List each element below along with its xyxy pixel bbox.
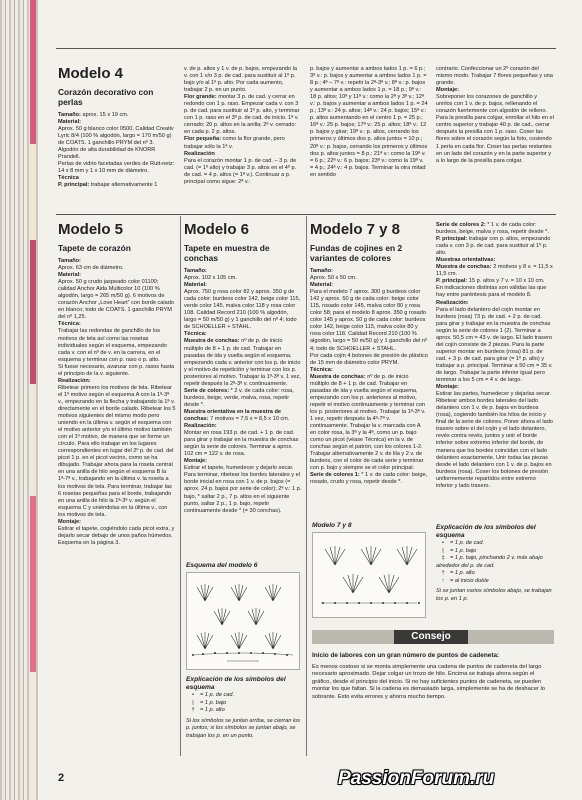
- paragraph-text: trabajar alternativamente 1: [89, 182, 158, 189]
- paragraph-text: Montar en rosa 193 p. de cad. + 1 p. de cad. para girar y trabajar en la muestra de conchas según la serie de colores. Terminar a aprox. 102 cm = 122 v. de rosa.: [184, 430, 299, 458]
- paragraph: [184, 289, 302, 331]
- modelo6-body: [184, 268, 302, 515]
- paragraph: [58, 161, 176, 175]
- paragraph-text: trabajar con p. altos, empezando cada v. con 3 p. de cad. para sustituir al 1º p. alto.: [436, 236, 551, 257]
- modelo78-body: [310, 268, 428, 486]
- paragraph: [436, 391, 554, 490]
- paragraph: [58, 540, 176, 547]
- paragraph: [310, 282, 428, 289]
- cushion-stitch-diagram: [313, 533, 425, 617]
- paragraph-label: Técnica:: [310, 366, 333, 373]
- modelo6-legend-note: Si los símbolos se juntan arriba, se cierran los p. juntos; si los símbolos se juntan abajo, se trabajan los p. en un punto.: [186, 717, 301, 739]
- legend-item: [436, 570, 554, 578]
- paragraph-text: Estirar el tapete, humedecer y dejarlo secar. Para terminar, ribetear los bordes laterales y el borde inicial en rosa con 1 v. de p. bajos (= aprox. 24 p. bajos por serie de color); 2ª v.: 1 p. bajo, * saltar 2 p., 7 p. altos en el siguiente punto, saltar 2 p., 1 p. bajo, repetir continuamente desde * (= 30 conchas).: [184, 465, 302, 514]
- paragraph: [436, 94, 554, 164]
- paragraph-text: aprox. 15 x 19 cm.: [80, 112, 129, 118]
- paragraph-label: Montaje:: [436, 384, 459, 391]
- paragraph-text: Para el lado delantero del cojín montar en burdeos (rosa) 73 p. de cad. + 2 p. de cad. para girar y trabajar en la muestra de conchas según la serie de colores 1 (2). Terminar a aprox. 50,5 cm = 43 v. de largo. El lado trasero del cojín consiste de 2 piezas. Para la parte superior montar en burdeos (rosa) 81 p. de cad. + 3 p. de cad. para girar (= 1º p. alto) y trabajar a p. principal. Terminar a 50 cm = 35 v. de largo. Trabajar la parte inferior igual pero terminar a los 5 cm = 4 v. de largo.: [436, 306, 553, 384]
- paragraph-text: p. bajos y aumentar a ambos lados 1 p. = 6 p.; 3ª v.: p. bajos y aumentar a ambos lados 1 p. = 8 p.; 4ª – 7ª v.: repetir la 2ª-3ª v.; 8ª v.: p. bajos y aumentar a ambos lados 1 p. = 18 p.; 9ª v.: 18 p. altos; 10ª y 11ª v.: como la 2ª y 3ª v.; 12ª v.: p. bajos y aumentar a ambos lados 1 p. = 24 p.; 13ª v.: 24 p. altos; 14ª v.: 24 p. bajos; 15ª v.: p. altos aumentando en el centro 1 p. = 25 p.; 16ª v.: 25 p. bajos; 17ª v.: 25 p. altos; 18ª v.: 12 p. bajos y girar; 19ª v.: p. altos, cerrando los primeros y últimos dos p. altos juntos = 10 p.; 20ª v.: p. bajos, cerrando los primeros y últimos dos p. altos juntos = 8 p.; 21ª v.: como la 19ª v. = 6 p.; 22ª v.: 6 p. bajos; 23ª v.: como la 19ª v. = 4 p.; 24ª v.: 4 p. bajos. Terminar la otra mitad en sentido: [310, 66, 428, 178]
- legend-item: [436, 540, 554, 548]
- paragraph: [310, 367, 428, 374]
- legend-symbol-icon: •: [192, 692, 194, 698]
- paragraph: [436, 87, 554, 94]
- paragraph-label: Material:: [184, 282, 208, 289]
- modelo6-legend: [186, 676, 302, 740]
- modelo78-legend: [436, 524, 554, 603]
- paragraph-label: Montaje:: [58, 518, 81, 525]
- paragraph-text: Aprox. 50 g blanco color 0500. Calidad Creativ Lyric 8/4 (100 % algodón, largo = 170 m/50 g) de COATS. 1 ganchillo PRYM del nº 3.: [58, 126, 174, 147]
- legend-text: = 1 p. bajo: [200, 699, 227, 706]
- modelo6-section: [184, 222, 302, 515]
- modelo78-subtitle: Fundas de cojines en 2 variantes de colores: [310, 243, 403, 263]
- shell-row-1: [197, 584, 281, 601]
- legend-text: = 1 p. de cad.: [450, 540, 485, 546]
- paragraph-label: Realización: [184, 150, 215, 157]
- paragraph: [436, 222, 554, 236]
- paragraph-text: Por cada cojín 4 botones de presión de plástico de 15 mm de diámetro color PRYM.: [310, 352, 428, 366]
- paragraph-label: Tamaño:: [58, 112, 81, 118]
- paragraph-text: Para el corazón montar 1 p. de cad. – 3 p. de cad. (= 1º alto) y trabajar 3 p. altos en el 4º p. de cad. = 4 p. altos (= 1ª v.). Continuar a p. principal como sigue: 2ª v.:: [184, 157, 297, 185]
- modelo6-title: Modelo 6: [184, 221, 250, 238]
- paragraph-text: Aprox. 50 g crudo jaspeado color 01100; calidad Anchor Aida Multicolor 10 (100 % algodón, largo = 265 m/50 g). 6 motivos de corazón Anchor „Love Heart” con borde calado en blanco; todo de COATS. 1 ganchillo PRYM del nº 1,25.: [58, 279, 174, 321]
- paragraph-label: Muestra orientativa en la muestra de conchas:: [184, 408, 281, 422]
- paragraph-label: Realización:: [58, 377, 91, 384]
- paragraph-label: Tamaño:: [310, 268, 333, 274]
- paragraph: [310, 472, 428, 486]
- paragraph-text: Estirar el tapete, cogiéndolo cada picot extra, y dejarlo secar debajo de unos paños húmedos.: [58, 525, 175, 539]
- shell-row-3: [197, 632, 281, 649]
- paragraph-label: Material:: [58, 119, 82, 126]
- paragraph-label: Muestra de conchas:: [436, 264, 492, 271]
- paragraph: [184, 423, 302, 430]
- column-rule-2: [306, 216, 307, 756]
- paragraph: [436, 278, 554, 285]
- paragraph: [184, 94, 302, 136]
- legend-text: = al inicio doble: [450, 577, 489, 584]
- paragraph: [436, 307, 554, 385]
- paragraph-label: Técnica:: [184, 331, 207, 338]
- paragraph-text: Si fuese necesario, avanzar con p. rasos hasta el principio de la v. siguiente.: [58, 363, 175, 377]
- modelo6-legend-title: Explicación de los símbolos del esquema: [186, 676, 286, 691]
- paragraph: [184, 282, 302, 289]
- paragraph-text: 2 motivos y 8 v. = 11,5 x 11,5 cm.: [436, 264, 553, 278]
- paragraph-text: En indicaciones distintas son válidas las que hay entre paréntesis para el modelo 8.: [436, 285, 547, 299]
- legend-symbol-icon: |: [192, 699, 194, 706]
- legend-item: [186, 700, 302, 708]
- paragraph: [58, 265, 176, 272]
- modelo5-body: [58, 258, 176, 547]
- modelo4-col1-body: [58, 112, 176, 190]
- modelo78-legend-title: Explicación de los símbolos del esquema: [436, 524, 536, 539]
- paragraph-label: Tamaño:: [58, 258, 81, 264]
- modelo78-chart: [312, 532, 426, 618]
- modelo4-col3: [310, 66, 428, 179]
- paragraph: [58, 364, 176, 378]
- paragraph: [184, 338, 302, 387]
- paragraph-label: P. principal:: [436, 278, 468, 285]
- paragraph: [58, 147, 176, 161]
- paragraph: [436, 264, 554, 278]
- paragraph: [436, 236, 554, 257]
- paragraph-label: Muestra de conchas:: [184, 338, 240, 345]
- paragraph: [436, 384, 554, 391]
- paragraph: [184, 136, 302, 150]
- shell-stitch-diagram: [187, 573, 299, 669]
- modelo5-section: [58, 222, 176, 547]
- paragraph: [184, 151, 302, 158]
- paragraph-text: nº de p. de inicio múltiplo de 8 + 1 p. de cad. Trabajar en pasadas de ida y vuelta según el esquema, empezando con los p. anteriores al motivo, repetir el motivo continuamente y terminar con los p. posteriores al motivo. Trabajar la 1ª-3ª v. 1 vez, repetir después la 4ª-7ª v. continuamente. Trabajar la v. marcada con A en color rosa, la 3ª y la 4ª, como un p. bajo como un picot (véase Técnica) en la v. de conchas según el patrón, con los colores 1-2. Trabajar alternativamente 2 v. de lila y 2 v. de burdeos, con el color de cada serie y terminar con p. bajo y siempre se el color principal.: [310, 373, 426, 472]
- legend-symbol-icon: •: [442, 540, 444, 546]
- paragraph-label: Serie de colores 1:: [310, 472, 360, 479]
- paragraph: [58, 112, 176, 119]
- modelo6-chart: [186, 572, 300, 670]
- paragraph: [58, 378, 176, 385]
- legend-text: = 1 p. alto: [200, 707, 225, 713]
- legend-symbol-icon: |: [442, 547, 444, 554]
- paragraph-text: Sobreponer los corazones de ganchillo y unirlos con 1 v. de p. bajos, rellenando el corazón fuertemente con algodón de relleno. Para la presilla para colgar, enrollar el hilo en el centro superior y trabajar 40 p. de cad., cerrar después la presilla con 1 p. raso. Coser las flores sobre el corazón según la foto, cosiendo 1 perla en cada flor. Coser las perlas restantes en un lado del corazón y en la parte superior y a lo largo de la presilla para colgar.: [436, 94, 554, 164]
- paragraph-text: como la flor grande, pero trabajar sólo la 1ª v.: [184, 136, 285, 150]
- paragraph: [58, 175, 176, 182]
- legend-item: [186, 692, 302, 700]
- paragraph-text: * 1 v. de cada color: beige, rosado, crudo y rosa, repetir desde *.: [310, 472, 428, 486]
- paragraph-text: * 1 v. de cada color: burdeos, beige, malva y rosa, repetir desde *.: [436, 222, 549, 236]
- paragraph-text: montar 3 p. de cad. y cerrar en redondo con 1 p. raso. Empezar cada v. con 3 p. de cad. para sustituir al 1º p. alto, y terminar con 1 p. raso en el 3º p. de cad. de inicio. 1ª v. cerrado: 20 p. altos en la anilla; 2ª v. cerrado: en cada p. 2 p. altos.: [184, 94, 300, 136]
- paragraph-label: Material:: [58, 272, 82, 279]
- legend-item: [436, 548, 554, 556]
- paragraph-text: nº de p. de inicio múltiplo de 8 + 1 p. de cad. Trabajar en pasadas de ida y vuelta según el esquema, empezando cada v. anterior con los p. de inicio y el motivo de repetición y terminar con los p. posteriores al motivo. Trabajar la 1ª-3ª v. 1 vez, repetir después la 2ª-3ª v. continuamente.: [184, 338, 301, 387]
- paragraph-text: Esquema en la página 3.: [58, 539, 120, 546]
- col4-lower: [436, 222, 554, 490]
- paragraph-label: Realización:: [184, 423, 217, 430]
- paragraph-text: 15 p. altos y 7 v. = 10 x 10 cm.: [467, 278, 545, 285]
- legend-symbol-icon: ‡: [441, 555, 445, 561]
- watermark: PassionForum.ru: [338, 768, 495, 789]
- modelo78-chart-title: Modelo 7 y 8: [312, 522, 352, 529]
- modelo4-col4: [436, 66, 554, 165]
- paragraph-label: Muestra de conchas:: [310, 373, 366, 380]
- paragraph: [184, 388, 302, 409]
- modelo4-title: Modelo 4: [58, 65, 124, 82]
- consejo-subtitle: Inicio de labores con un gran número de puntos de cadeneta:: [312, 652, 500, 659]
- paragraph-text: Aprox. 102 x 105 cm.: [184, 275, 237, 282]
- paragraph-text: Trabajar las redondas de ganchillo de los motivos de tela así como las rosetas individuales según el esquema, empezando cada v. con el nº de v. en la carrera, en el esquema y terminar con p. raso o p. alto.: [58, 328, 167, 363]
- modelo4-col2: [184, 66, 302, 186]
- legend-symbol-icon: ↑: [441, 577, 445, 584]
- paragraph: [58, 385, 176, 519]
- paragraph: [310, 275, 428, 282]
- legend-text: = 1 p. bajo, pinchando 2 v. más abajo alrededor del p. de cad.: [436, 555, 543, 569]
- legend-text: = 1 p. bajo: [450, 547, 477, 554]
- paragraph: [58, 126, 176, 147]
- modelo78-title: Modelo 7 y 8: [310, 221, 401, 238]
- paragraph-text: * 2 v. de cada color: rosa, burdeos, beige, verde, malva, rosa, repetir desde *.: [184, 387, 294, 408]
- paragraph: [436, 285, 554, 299]
- paragraph: [184, 66, 302, 94]
- paragraph-label: Flor grande:: [184, 94, 217, 101]
- paragraph: [58, 279, 176, 321]
- paragraph: [310, 289, 428, 352]
- paragraph: [436, 300, 554, 307]
- shell-row-2: [214, 608, 264, 625]
- paragraph-label: Técnica:: [58, 321, 81, 328]
- consejo-label: Consejo: [394, 630, 468, 644]
- paragraph-text: Algodón de alta durabilidad de KNORR Prandell.: [58, 147, 156, 161]
- paragraph-text: 7 motivos = 7,5 x = 8,5 x 10 cm.: [208, 415, 290, 422]
- consejo-text: Es menos costoso si se monta simplemente una cadena de puntos de cadeneta del largo necesario aproximado. Dejar colgar un trozo de hilo. Encima se trabaja ahora según el gráfico, desde el principio del inicio. Si no hay suficientes puntos de cadeneta, se pueden montar los que faltan. Si la cadena es demasiado larga, simplemente se ha de deshacer lo sobrante. Esto evita errores y ahorra mucho tiempo.: [312, 664, 545, 700]
- paragraph: [58, 182, 176, 189]
- paragraph: [310, 374, 428, 473]
- legend-item: [436, 578, 554, 586]
- paragraph: [310, 353, 428, 367]
- modelo78-legend-note: Si se juntan varios símbolos abajo, se trabajan los p. en 1 p.: [436, 588, 552, 602]
- modelo4-subtitle: Corazón decorativo con perlas: [58, 87, 154, 107]
- modelo4-col1: [58, 66, 176, 190]
- legend-text: = 1 p. de cad.: [200, 692, 235, 698]
- paragraph-text: Aprox. 63 cm de diámetro.: [58, 265, 124, 272]
- paragraph-text: v. de p. altos y 1 v. de p. bajos, empezando la v. con 1 v/o 3 p. de cad. para sustituir al 1º p. bajo y/o al 1º p. alto. Por cada aumento, trabajar 2 p. en un punto.: [184, 66, 297, 94]
- page-number: 2: [58, 772, 65, 784]
- paragraph: [58, 272, 176, 279]
- paragraph-label: Serie de colores:: [184, 387, 230, 394]
- paragraph: [58, 519, 176, 526]
- paragraph: [184, 275, 302, 282]
- paragraph-text: Para el modelo 7 aprox. 300 g burdeos color 142 y aprox. 50 g de cada color: beige color 115, rosado color 145, malva color 80 y rosa color 58; para el modelo 8 aprox. 350 g rosado color 145 y aprox. 50 g de cada color: burdeos color 142, beige color 115, malva color 80 y rosa color 118. Calidad Record 210 (100 % algodón, largo = 50 m/50 g) y 1 ganchillo del nº 4; todo de SCHOELLER + STAHL.: [310, 289, 427, 352]
- paragraph-label: Flor pequeña:: [184, 136, 221, 143]
- paragraph-text: Aprox. 750 g rosa color 82 y aprox. 350 g de cada color: burdeos color 142, beige color 115, verde color 145, malva color 118 y rosa color 108. Calidad Record 210 (100 % algodón, largo = 50 m/50 g) y 1 ganchillo del nº 4; todo de SCHOELLER + STAHL.: [184, 289, 301, 331]
- paragraph: [436, 257, 554, 264]
- paragraph: [184, 430, 302, 458]
- paragraph-label: P. principal:: [436, 236, 468, 243]
- paragraph: [184, 158, 302, 186]
- paragraph: [184, 409, 302, 423]
- paragraph-label: Montaje:: [184, 458, 207, 465]
- paragraph: [58, 321, 176, 328]
- paragraph: [58, 258, 176, 265]
- paragraph: [436, 66, 554, 87]
- paragraph-text: contrario. Confeccionar un 2º corazón del mismo modo. Trabajar 7 flores pequeñas y una grande.: [436, 66, 553, 87]
- legend-item: [186, 707, 302, 715]
- paragraph-text: Ribetear primero los motivos de tela. Ribetear el 1º motivo según el esquema A con la 1ª-3ª v., empezando en la flecha y trabajando la 1ª v. directamente en el borde calado. Ribetear los 5 motivos siguientes del mismo modo pero uniendo en la última v. según el esquema con el motivo anterior y/o el último motivo también con el 1º motivo, de manera que se forme un círculo. Para ello trabajar en los lugares correspondientes en lugar del 2º p. de cad. del picot 1 p. en el picot vecino, como se ha dibujado. Trabajar ahora para la roseta central en una anilla de hilo según el esquema B la 1ª-7ª v., trabajando en la última v. la roseta a los motivos de tela. Para terminar, trabajar las 6 rosetas pequeñas para el borde, trabajando en una anilla de hilo la 1ª-3ª v. según el esquema C y uniéndolas en la última v., con los motivos de tela.: [58, 384, 176, 518]
- paragraph-label: Muestras orientativas:: [436, 257, 496, 264]
- paragraph: [184, 465, 302, 514]
- top-rule: [56, 48, 556, 49]
- modelo6-chart-title: Esquema del modelo 6: [186, 562, 258, 569]
- paragraph-label: Montaje:: [436, 87, 459, 94]
- modelo6-legend-list: [186, 692, 302, 715]
- legend-symbol-icon: †: [191, 707, 195, 713]
- legend-item: [436, 555, 554, 570]
- paragraph-text: Aprox. 50 x 50 cm.: [310, 275, 357, 282]
- consejo-box: [312, 652, 554, 701]
- legend-text: = 1 p. alto: [450, 570, 475, 576]
- paragraph: [58, 119, 176, 126]
- paragraph-label: Material:: [310, 282, 334, 289]
- modelo78-section: [310, 222, 428, 486]
- paragraph-label: Tamaño:: [184, 268, 207, 274]
- page-edge-binding: [0, 0, 38, 800]
- modelo78-legend-list: [436, 540, 554, 585]
- paragraph-label: P. principal:: [58, 182, 90, 189]
- section-rule: [56, 214, 556, 215]
- modelo6-subtitle: Tapete en muestra de conchas: [184, 243, 270, 263]
- paragraph-text: Estirar las partes, humedecer y dejarlas secar. Ribetear ambos bordes laterales del lado delantero con 1 v. de p. bajos en burdeos (rosa), cogiendo también los hilos de inicio y final de la serie de colores. Poner ahora el lado trasero sobre el del cojín y el lado delantero, revés contra revés, juntos y unir el borde inferior sobre extremo inferior del borde, de manera que los bordes coincidan con el lado delantero exactamente. Unir todas las piezas desde el lado delantero con 1 v. de p. bajos en burdeos (rosa). Coser los botones de presión uniformemente repartidos entre extremo inferior y lado trasero.: [436, 391, 553, 489]
- paragraph: [58, 526, 176, 540]
- modelo5-subtitle: Tapete de corazón: [58, 243, 131, 253]
- paragraph-label: Serie de colores 2:: [436, 222, 486, 228]
- paragraph-label: Realización:: [436, 299, 469, 306]
- paragraph: [184, 458, 302, 465]
- paragraph: [310, 268, 428, 275]
- modelo5-title: Modelo 5: [58, 221, 124, 238]
- paragraph: [58, 328, 176, 363]
- paragraph: [184, 268, 302, 275]
- paragraph: [310, 66, 428, 179]
- column-rule-1: [180, 216, 181, 756]
- paragraph-label: Técnica: [58, 175, 79, 182]
- paragraph-text: Perlas de vidrio facetadas verdes de Rutt-netz: 14 x 8 mm y 1 x 10 mm de diámetro.: [58, 161, 175, 175]
- legend-symbol-icon: †: [441, 570, 445, 576]
